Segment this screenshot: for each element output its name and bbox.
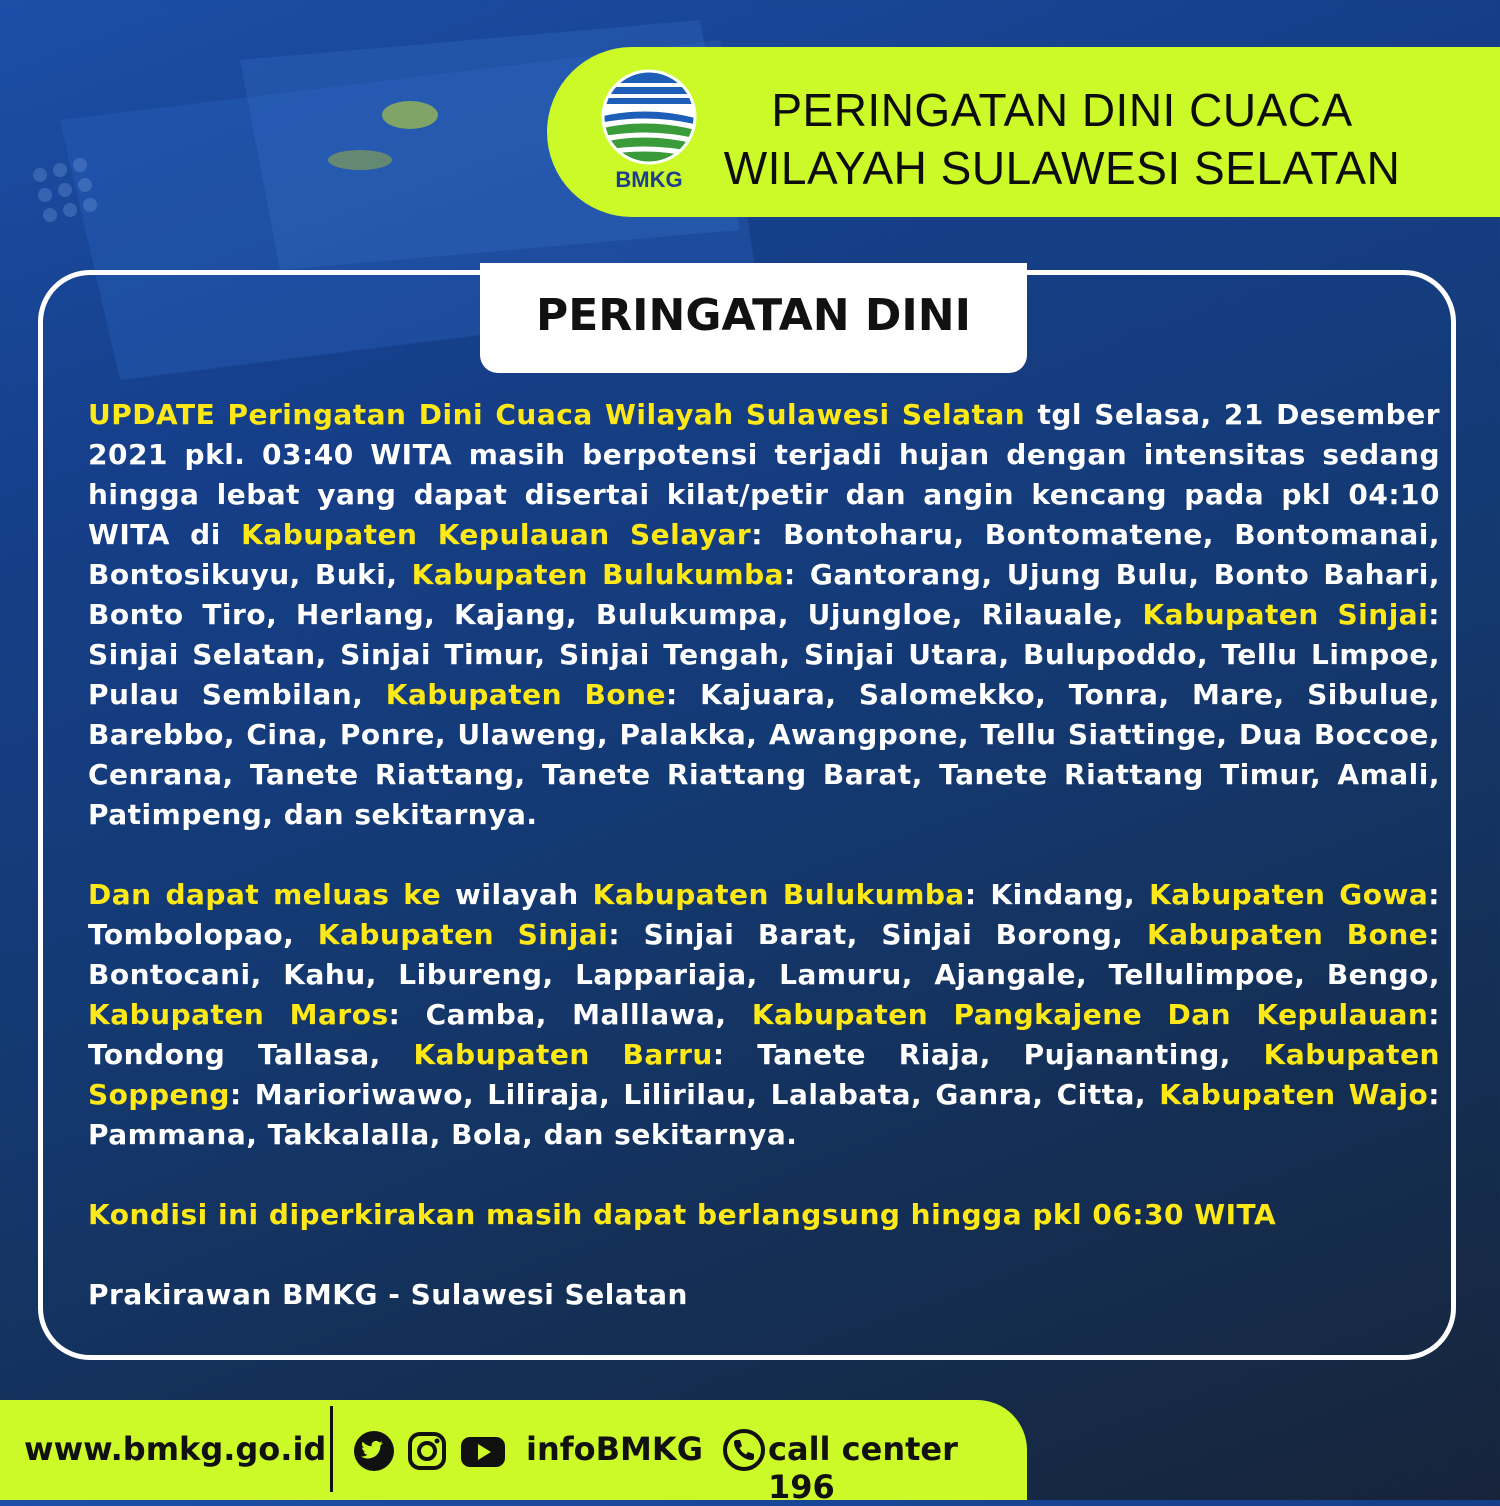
region-name: Kabupaten Wajo	[1159, 1078, 1429, 1111]
region-areas: : Gantorang, Ujung Bulu, Bonto Bahari, Bonto Tiro, Herlang, Kajang, Bulukumpa, Ujungloe, Rilauale,	[88, 558, 1440, 631]
region-name: Kabupaten Bone	[385, 678, 666, 711]
region-areas: : Sinjai Selatan, Sinjai Timur, Sinjai Tengah, Sinjai Utara, Bulupoddo, Tellu Limpoe, Pulau Sembilan,	[88, 598, 1440, 711]
twitter-icon[interactable]	[354, 1431, 394, 1471]
region-name: Kabupaten Sinjai	[317, 918, 609, 951]
title-line-2: WILAYAH SULAWESI SELATAN	[723, 142, 1401, 194]
youtube-icon[interactable]	[460, 1431, 506, 1471]
title-line-1: PERINGATAN DINI CUACA	[771, 84, 1353, 136]
region-areas: : Sinjai Barat, Sinjai Borong,	[608, 918, 1147, 951]
update-headline: UPDATE Peringatan Dini Cuaca Wilayah Sulawesi Selatan	[88, 398, 1026, 431]
expansion-headline: Dan dapat meluas ke	[88, 878, 442, 911]
social-handle[interactable]: infoBMKG	[526, 1430, 703, 1468]
region-areas: : Bontoharu, Bontomatene, Bontomanai, Bontosikuyu, Buki,	[88, 518, 1440, 591]
region-name: Kabupaten Kepulauan Selayar	[241, 518, 752, 551]
logo-text: BMKG	[615, 167, 683, 192]
card-tab-label: PERINGATAN DINI	[535, 290, 971, 341]
condition-note: Kondisi ini diperkirakan masih dapat berlangsung hingga pkl 06:30 WITA	[88, 1198, 1277, 1231]
region-areas: : Kindang,	[964, 878, 1150, 911]
bmkg-logo-icon	[599, 69, 699, 167]
warning-paragraph-1	[88, 395, 1440, 835]
page-title	[717, 81, 1407, 197]
region-areas: : Bontocani, Kahu, Libureng, Lappariaja, Lamuru, Ajangale, Tellulimpoe, Bengo,	[88, 918, 1440, 991]
card-tab	[480, 263, 1027, 373]
region-areas: : Kajuara, Salomekko, Tonra, Mare, Sibulue, Barebbo, Cina, Ponre, Ulaweng, Palakka, Awangpone, Tellu Siattinge, Dua Boccoe, Cenrana, Tanete Riattang, Tanete Riattang Barat, Tanete Riattang Timur, Amali, Patimpeng, dan sekitarnya.	[88, 678, 1440, 831]
warning-content	[88, 395, 1440, 1355]
region-areas: : Tanete Riaja, Pujananting,	[712, 1038, 1264, 1071]
update-text: tgl Selasa, 21 Desember 2021 pkl. 03:40 WITA masih berpotensi terjadi hujan dengan intensitas sedang hingga lebat yang dapat disertai kilat/petir dan angin kencang pada pkl 04:10 WITA di	[88, 398, 1440, 551]
bmkg-logo	[599, 69, 699, 195]
region-name: Kabupaten Soppeng	[88, 1038, 1440, 1111]
call-center[interactable]: call center 196	[768, 1430, 958, 1506]
region-areas: : Tombolopao,	[88, 878, 1440, 951]
footer-bar	[0, 1400, 1027, 1506]
region-name: Kabupaten Gowa	[1149, 878, 1429, 911]
region-name: Kabupaten Maros	[88, 998, 389, 1031]
region-areas: : Marioriwawo, Liliraja, Lilirilau, Lalabata, Ganra, Citta,	[229, 1078, 1160, 1111]
region-name: Kabupaten Bulukumba	[592, 878, 965, 911]
region-areas: : Tondong Tallasa,	[88, 998, 1440, 1071]
region-areas: : Camba, Malllawa,	[388, 998, 752, 1031]
region-name: Kabupaten Bone	[1146, 918, 1429, 951]
website-link[interactable]: www.bmkg.go.id	[24, 1430, 327, 1468]
region-name: Kabupaten Barru	[413, 1038, 713, 1071]
region-name: Kabupaten Sinjai	[1142, 598, 1429, 631]
region-name: Kabupaten Bulukumba	[411, 558, 785, 591]
expansion-text: wilayah	[441, 878, 593, 911]
footer-divider	[330, 1406, 333, 1492]
header-banner	[547, 47, 1500, 217]
signature: Prakirawan BMKG - Sulawesi Selatan	[88, 1278, 688, 1311]
phone-icon	[722, 1428, 766, 1472]
region-name: Kabupaten Pangkajene Dan Kepulauan	[751, 998, 1429, 1031]
region-areas: : Pammana, Takkalalla, Bola, dan sekitarnya.	[88, 1078, 1440, 1151]
warning-paragraph-2	[88, 875, 1440, 1155]
instagram-icon[interactable]	[407, 1431, 447, 1471]
